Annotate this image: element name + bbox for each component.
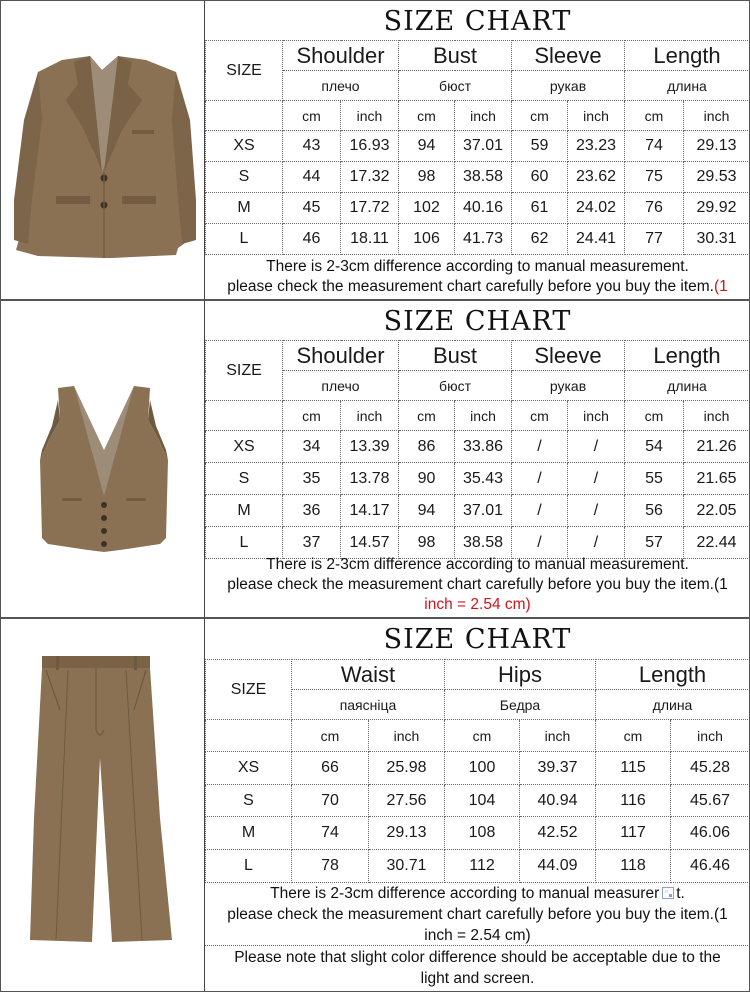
value-cell: 14.17	[341, 495, 399, 527]
value-cell: 43	[283, 131, 341, 162]
unit-cell: inch	[568, 401, 625, 431]
value-cell: 37.01	[455, 131, 512, 162]
length-header: Length	[625, 41, 750, 71]
shoulder-header: Shoulder	[283, 341, 399, 371]
value-cell: /	[568, 527, 625, 559]
value-cell: 90	[399, 463, 455, 495]
length-header: Length	[596, 660, 750, 690]
unit-cell: inch	[684, 401, 750, 431]
value-cell: 36	[283, 495, 341, 527]
value-cell: 23.62	[568, 162, 625, 193]
value-cell: 22.44	[684, 527, 750, 559]
note-line: Please note that slight color difference should be acceptable due to the	[234, 949, 721, 966]
value-cell: 54	[625, 431, 684, 463]
value-cell: 29.53	[684, 162, 750, 193]
value-cell: 16.93	[341, 131, 399, 162]
size-label: XS	[206, 752, 292, 785]
note-red-line: inch = 2.54 cm)	[424, 596, 531, 613]
length-header: Length	[625, 341, 750, 371]
unit-cell: cm	[512, 401, 568, 431]
unit-cell: inch	[455, 101, 512, 131]
value-cell: 45	[283, 193, 341, 224]
sleeve-local-header: рукав	[512, 71, 625, 101]
size-label: M	[206, 817, 292, 850]
value-cell: 29.13	[684, 131, 750, 162]
value-cell: 77	[625, 224, 684, 255]
size-label: M	[206, 495, 283, 527]
value-cell: 57	[625, 527, 684, 559]
unit-cell: cm	[625, 401, 684, 431]
chart-title: SIZE CHART	[383, 6, 572, 37]
value-cell: 37.01	[455, 495, 512, 527]
value-cell: 40.94	[520, 785, 596, 817]
value-cell: 106	[399, 224, 455, 255]
value-cell: /	[512, 495, 568, 527]
unit-cell: inch	[455, 401, 512, 431]
size-chart-panel-blazer	[0, 0, 750, 300]
unit-cell: cm	[625, 101, 684, 131]
size-chart-panel-vest	[0, 300, 750, 618]
value-cell: 74	[625, 131, 684, 162]
unit-cell: cm	[292, 720, 369, 752]
sleeve-header: Sleeve	[512, 41, 625, 71]
value-cell: 27.56	[369, 785, 445, 817]
value-cell: 44	[283, 162, 341, 193]
panel-border	[0, 618, 750, 992]
unit-cell: inch	[568, 101, 625, 131]
value-cell: 13.78	[341, 463, 399, 495]
value-cell: 17.32	[341, 162, 399, 193]
value-cell: 117	[596, 817, 671, 850]
unit-cell: inch	[671, 720, 750, 752]
value-cell: 112	[445, 850, 520, 883]
value-cell: 24.02	[568, 193, 625, 224]
unit-cell: cm	[596, 720, 671, 752]
value-cell: /	[512, 431, 568, 463]
size-column-header: SIZE	[206, 41, 283, 101]
value-cell: 18.11	[341, 224, 399, 255]
chart-title: SIZE CHART	[383, 306, 572, 337]
value-cell: 38.58	[455, 527, 512, 559]
length-local-header: длина	[625, 371, 750, 401]
value-cell: 14.57	[341, 527, 399, 559]
value-cell: 33.86	[455, 431, 512, 463]
shoulder-local-header: плечо	[283, 71, 399, 101]
waist-header: Waist	[292, 660, 445, 690]
unit-cell: cm	[399, 101, 455, 131]
value-cell: 100	[445, 752, 520, 785]
size-chart-panel-trousers	[0, 618, 750, 992]
value-cell: 70	[292, 785, 369, 817]
chart-title: SIZE CHART	[383, 624, 572, 655]
value-cell: 61	[512, 193, 568, 224]
waist-local-header: паясніца	[292, 690, 445, 720]
value-cell: 59	[512, 131, 568, 162]
value-cell: 102	[399, 193, 455, 224]
size-label: L	[206, 850, 292, 883]
value-cell: /	[512, 463, 568, 495]
unit-cell: inch	[520, 720, 596, 752]
value-cell: 60	[512, 162, 568, 193]
unit-cell: inch	[341, 101, 399, 131]
note-line: please check the measurement chart carefully before you buy the item.(1	[227, 576, 728, 593]
value-cell: 74	[292, 817, 369, 850]
value-cell: /	[568, 463, 625, 495]
hips-local-header: Бедра	[445, 690, 596, 720]
shoulder-local-header: плечо	[283, 371, 399, 401]
value-cell: 78	[292, 850, 369, 883]
size-label: S	[206, 463, 283, 495]
note-red-text: (1	[714, 278, 728, 295]
value-cell: 116	[596, 785, 671, 817]
size-label: S	[206, 162, 283, 193]
unit-cell: cm	[512, 101, 568, 131]
value-cell: 30.71	[369, 850, 445, 883]
sleeve-header: Sleeve	[512, 341, 625, 371]
note-line: inch = 2.54 cm)	[424, 927, 531, 944]
note-text: There is 2-3cm difference according to manual measurer	[270, 885, 660, 902]
value-cell: 62	[512, 224, 568, 255]
value-cell: 86	[399, 431, 455, 463]
value-cell: 46.46	[671, 850, 750, 883]
unit-cell: inch	[341, 401, 399, 431]
panel-border	[0, 300, 750, 618]
bust-local-header: бюст	[399, 371, 512, 401]
value-cell: 66	[292, 752, 369, 785]
value-cell: 17.72	[341, 193, 399, 224]
value-cell: 21.65	[684, 463, 750, 495]
unit-cell: inch	[684, 101, 750, 131]
shoulder-header: Shoulder	[283, 41, 399, 71]
value-cell: 94	[399, 495, 455, 527]
value-cell: 108	[445, 817, 520, 850]
note-text: please check the measurement chart carefully before you buy the item.	[227, 278, 714, 295]
value-cell: 46	[283, 224, 341, 255]
value-cell: 23.23	[568, 131, 625, 162]
value-cell: 94	[399, 131, 455, 162]
value-cell: 41.73	[455, 224, 512, 255]
size-label: S	[206, 785, 292, 817]
unit-cell: cm	[283, 401, 341, 431]
value-cell: 115	[596, 752, 671, 785]
note-line: There is 2-3cm difference according to manual measurement.	[266, 258, 689, 275]
bust-header: Bust	[399, 341, 512, 371]
size-label: XS	[206, 131, 283, 162]
value-cell: 76	[625, 193, 684, 224]
length-local-header: длина	[625, 71, 750, 101]
value-cell: 24.41	[568, 224, 625, 255]
value-cell: /	[568, 431, 625, 463]
value-cell: 104	[445, 785, 520, 817]
value-cell: 21.26	[684, 431, 750, 463]
unit-cell: inch	[369, 720, 445, 752]
length-local-header: длина	[596, 690, 750, 720]
value-cell: 37	[283, 527, 341, 559]
value-cell: 45.28	[671, 752, 750, 785]
sleeve-local-header: рукав	[512, 371, 625, 401]
value-cell: 46.06	[671, 817, 750, 850]
unit-cell: cm	[283, 101, 341, 131]
value-cell: 30.31	[684, 224, 750, 255]
value-cell: /	[512, 527, 568, 559]
size-column-header: SIZE	[206, 660, 292, 720]
size-label: XS	[206, 431, 283, 463]
value-cell: 22.05	[684, 495, 750, 527]
value-cell: 55	[625, 463, 684, 495]
note-line: light and screen.	[420, 970, 535, 987]
value-cell: 98	[399, 527, 455, 559]
value-cell: 75	[625, 162, 684, 193]
bust-header: Bust	[399, 41, 512, 71]
value-cell: 35	[283, 463, 341, 495]
size-column-header: SIZE	[206, 341, 283, 401]
hips-header: Hips	[445, 660, 596, 690]
bust-local-header: бюст	[399, 71, 512, 101]
value-cell: 29.13	[369, 817, 445, 850]
value-cell: 118	[596, 850, 671, 883]
value-cell: 42.52	[520, 817, 596, 850]
value-cell: 38.58	[455, 162, 512, 193]
value-cell: 98	[399, 162, 455, 193]
value-cell: 34	[283, 431, 341, 463]
value-cell: 40.16	[455, 193, 512, 224]
value-cell: /	[568, 495, 625, 527]
value-cell: 45.67	[671, 785, 750, 817]
value-cell: 35.43	[455, 463, 512, 495]
value-cell: 56	[625, 495, 684, 527]
value-cell: 13.39	[341, 431, 399, 463]
size-label: L	[206, 224, 283, 255]
value-cell: 25.98	[369, 752, 445, 785]
value-cell: 39.37	[520, 752, 596, 785]
size-label: M	[206, 193, 283, 224]
panel-border	[0, 0, 750, 300]
unit-cell: cm	[399, 401, 455, 431]
note-line: There is 2-3cm difference according to manual measurement.	[266, 556, 689, 573]
value-cell: 29.92	[684, 193, 750, 224]
note-text-end: t.	[676, 885, 685, 902]
note-line: please check the measurement chart carefully before you buy the item.(1	[227, 906, 728, 923]
value-cell: 44.09	[520, 850, 596, 883]
size-label: L	[206, 527, 283, 559]
unit-cell: cm	[445, 720, 520, 752]
